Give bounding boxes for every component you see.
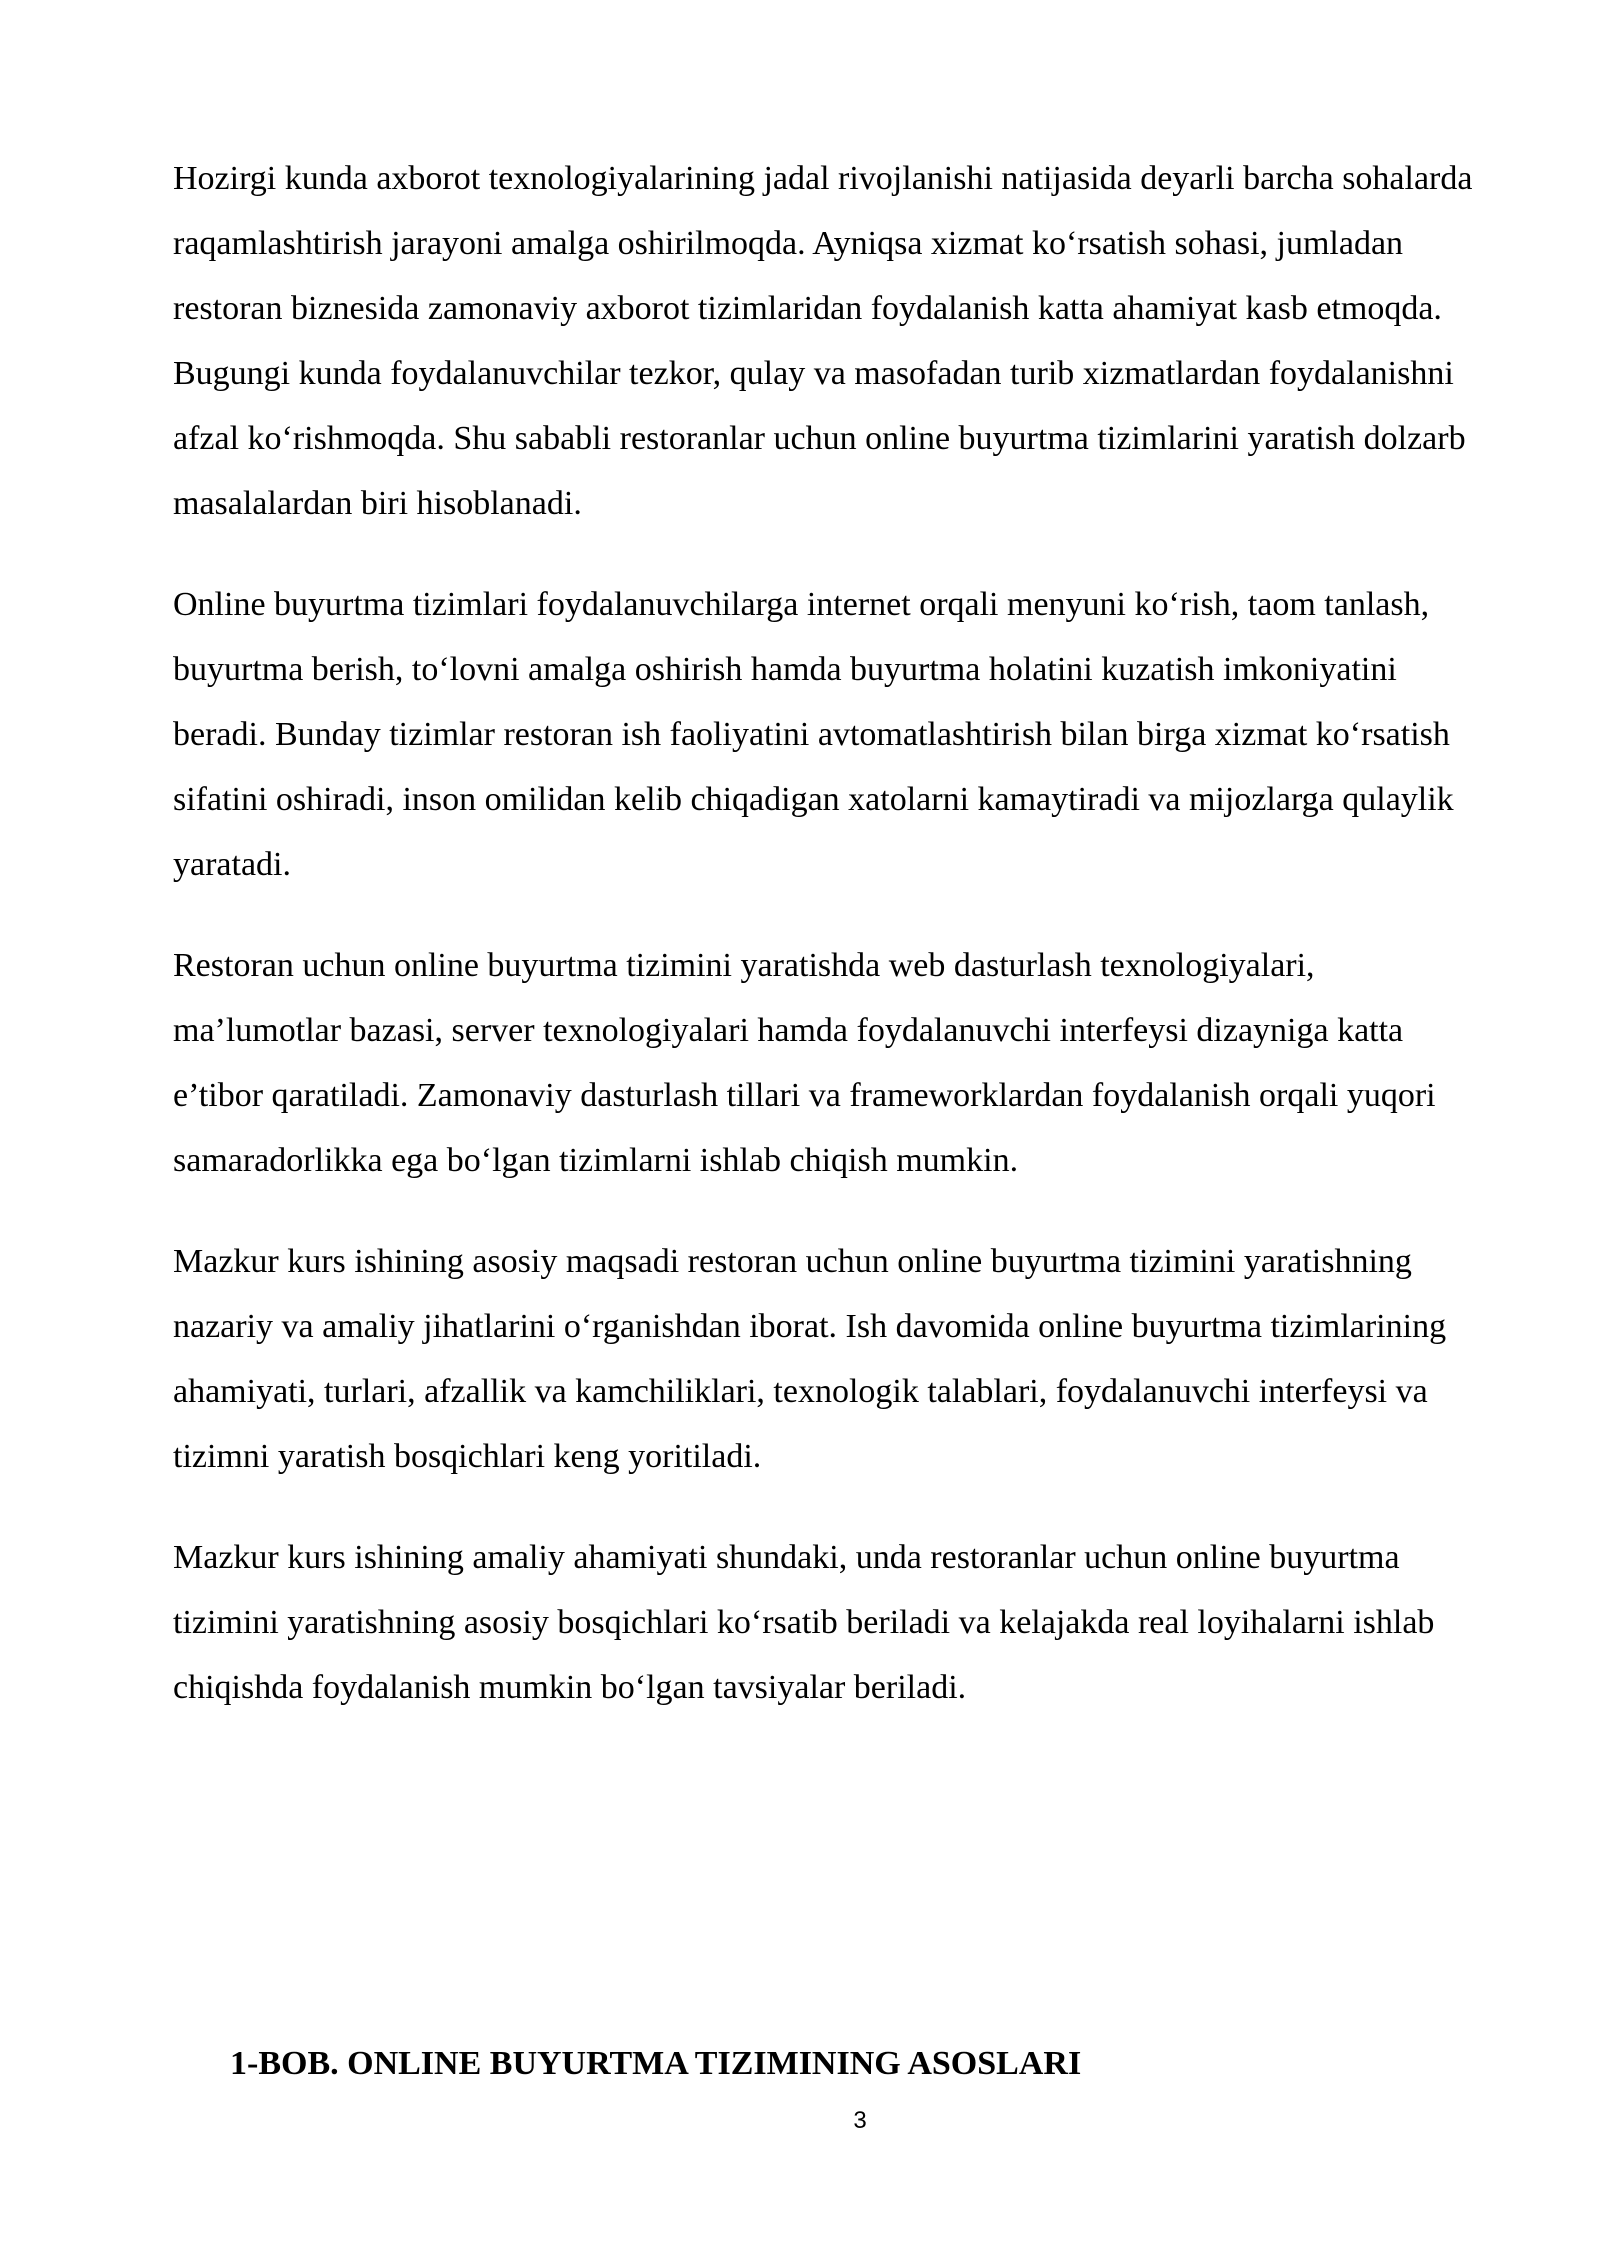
chapter-heading: 1-BOB. ONLINE BUYURTMA TIZIMINING ASOSLARI: [230, 2045, 1082, 2082]
body-text: [173, 146, 1483, 1756]
paragraph-2: Online buyurtma tizimlari foydalanuvchilarga internet orqali menyuni ko‘rish, taom tanlash, buyurtma berish, to‘lovni amalga oshirish hamda buyurtma holatini kuzatish imkoniyatini beradi. Bunday tizimlar restoran ish faoliyatini avtomatlashtirish bilan birga xizmat ko‘rsatish sifatini oshiradi, inson omilidan kelib chiqadigan xatolarni kamaytiradi va mijozlarga qulaylik yaratadi.: [173, 586, 1454, 883]
paragraph-1: Hozirgi kunda axborot texnologiyalarining jadal rivojlanishi natijasida deyarli barcha sohalarda raqamlashtirish jarayoni amalga oshirilmoqda. Ayniqsa xizmat ko‘rsatish sohasi, jumladan restoran biznesida zamonaviy axborot tizimlaridan foydalanish katta ahamiyat kasb etmoqda. Bugungi kunda foydalanuvchilar tezkor, qulay va masofadan turib xizmatlardan foydalanishni afzal ko‘rishmoqda. Shu sababli restoranlar uchun online buyurtma tizimlarini yaratish dolzarb masalalardan biri hisoblanadi.: [173, 160, 1473, 522]
paragraph-4: Mazkur kurs ishining asosiy maqsadi restoran uchun online buyurtma tizimini yaratishning nazariy va amaliy jihatlarini o‘rganishdan iborat. Ish davomida online buyurtma tizimlarining ahamiyati, turlari, afzallik va kamchiliklari, texnologik talablari, foydalanuvchi interfeysi va tizimni yaratish bosqichlari keng yoritiladi.: [173, 1243, 1447, 1475]
page-number: 3: [853, 2107, 867, 2134]
paragraph-5: Mazkur kurs ishining amaliy ahamiyati shundaki, unda restoranlar uchun online buyurtma tizimini yaratishning asosiy bosqichlari ko‘rsatib beriladi va kelajakda real loyihalarni ishlab chiqishda foydalanish mumkin bo‘lgan tavsiyalar beriladi.: [173, 1539, 1435, 1706]
paragraph-3: Restoran uchun online buyurtma tizimini yaratishda web dasturlash texnologiyalari, ma’lumotlar bazasi, server texnologiyalari hamda foydalanuvchi interfeysi dizayniga katta e’tibor qaratiladi. Zamonaviy dasturlash tillari va frameworklardan foydalanish orqali yuqori samaradorlikka ega bo‘lgan tizimlarni ishlab chiqish mumkin.: [173, 947, 1436, 1179]
